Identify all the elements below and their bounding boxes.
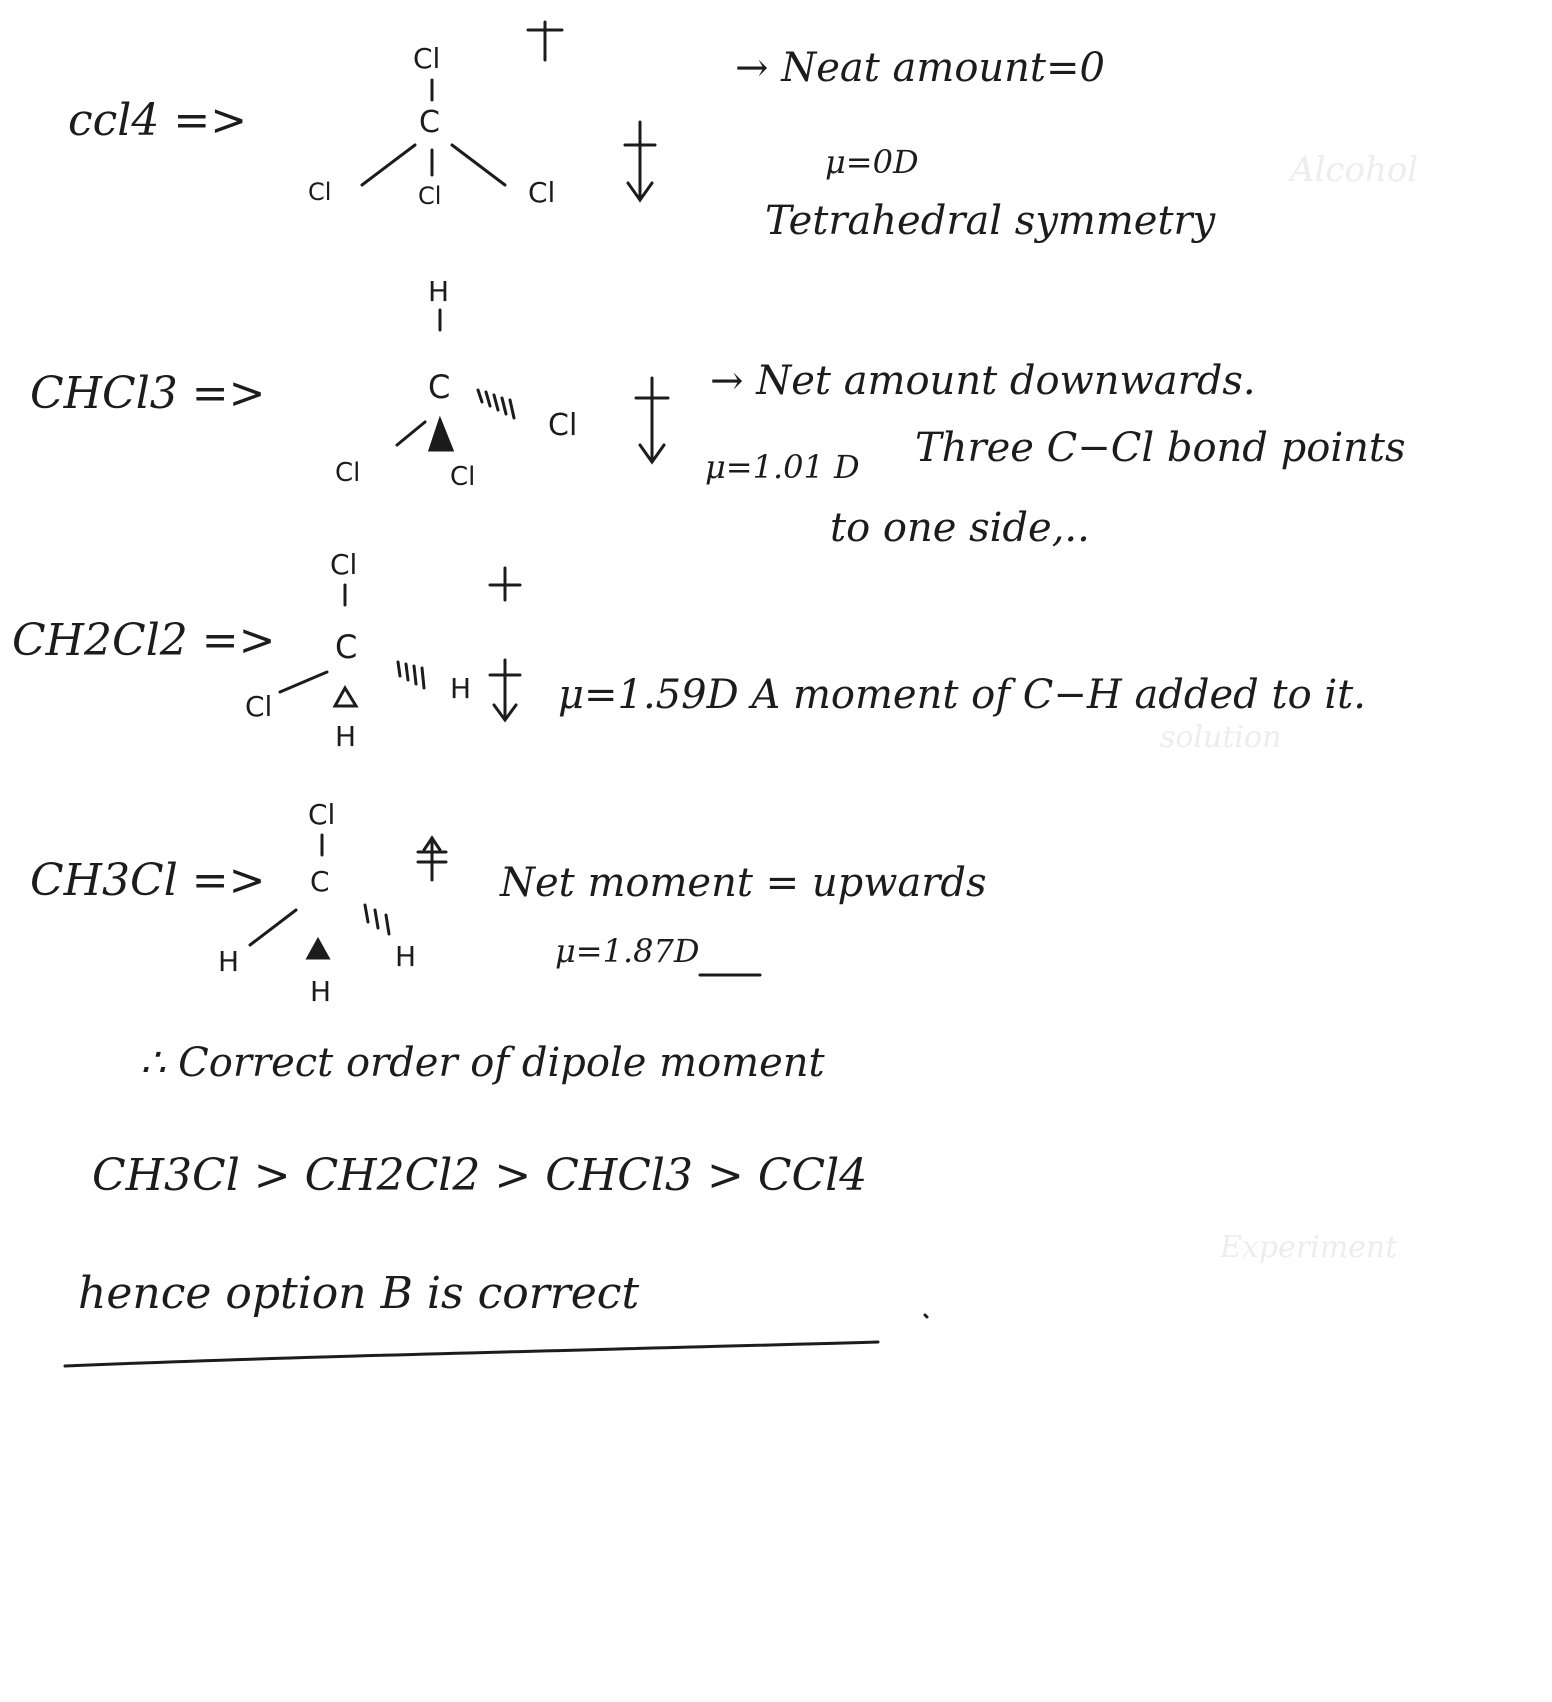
ch3cl-right-atom: H (395, 940, 417, 973)
bleed-through-text: solution (1160, 720, 1282, 755)
chcl3-center-atom: C (428, 368, 451, 406)
ch3cl-center-atom: C (310, 865, 330, 898)
ccl4-note-dipole: μ=0D (825, 143, 919, 181)
chcl3-right-atom: Cl (548, 408, 578, 443)
ccl4-note-net-amount: → Neat amount=0 (735, 45, 1105, 91)
ch2cl2-left-atom: Cl (245, 690, 273, 723)
chcl3-note-side: to one side,.. (830, 505, 1090, 551)
conclusion-answer: hence option B is correct (78, 1268, 640, 1319)
ch2cl2-center-atom: C (335, 628, 358, 666)
ch3cl-top-atom: Cl (308, 798, 336, 831)
bleed-through-text: Alcohol (1290, 150, 1419, 190)
ch2cl2-right-atom: H (450, 672, 472, 705)
ch3cl-label: CH3Cl => (30, 855, 266, 906)
chcl3-bottom-atom: Cl (450, 462, 476, 492)
ch2cl2-bottom-atom: H (335, 720, 357, 753)
conclusion-heading: ∴ Correct order of dipole moment (140, 1040, 825, 1086)
ccl4-top-atom: Cl (413, 42, 441, 75)
ccl4-right-atom: Cl (528, 176, 556, 209)
ccl4-center-atom: C (419, 105, 440, 140)
chcl3-top-atom: H (428, 275, 450, 308)
ch2cl2-top-atom: Cl (330, 548, 358, 581)
chcl3-left-atom: Cl (335, 458, 361, 488)
ch3cl-left-atom: H (218, 945, 240, 978)
ccl4-label: ccl4 => (68, 95, 248, 146)
ch2cl2-note-dipole: μ=1.59D A moment of C−H added to it. (558, 672, 1366, 718)
bleed-through-text: Experiment (1220, 1230, 1398, 1265)
ch2cl2-label: CH2Cl2 => (12, 615, 276, 666)
ccl4-left-atom: Cl (308, 178, 332, 206)
chcl3-note-net-amount: → Net amount downwards. (710, 358, 1256, 404)
ch3cl-note-dipole: μ=1.87D (555, 932, 700, 970)
chcl3-note-bonds: Three C−Cl bond points (915, 425, 1406, 471)
ch3cl-note-net-moment: Net moment = upwards (500, 860, 987, 906)
ccl4-note-symmetry: Tetrahedral symmetry (765, 198, 1216, 244)
conclusion-order: CH3Cl > CH2Cl2 > CHCl3 > CCl4 (92, 1150, 868, 1201)
chcl3-label: CHCl3 => (30, 368, 266, 419)
ch3cl-bottom-atom: H (310, 975, 332, 1008)
chcl3-note-dipole: μ=1.01 D (705, 448, 860, 486)
ccl4-bottom-atom: Cl (418, 182, 442, 210)
